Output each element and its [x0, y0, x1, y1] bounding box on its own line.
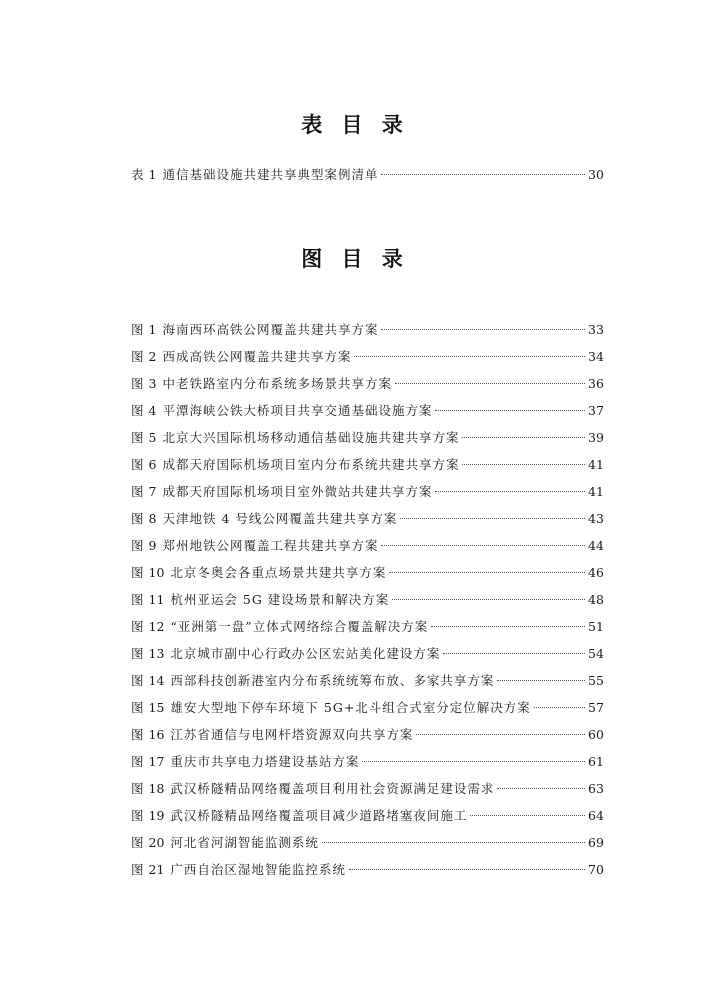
figure-entry-prefix: 图 [131, 511, 145, 526]
table-entry-page-number: 30 [588, 167, 604, 182]
figure-entry-prefix: 图 [131, 700, 145, 715]
figure-entry-number: 5 [148, 430, 157, 445]
figure-entry-page-number: 41 [588, 457, 604, 472]
figure-entry-number: 6 [148, 457, 157, 472]
figure-toc-entry[interactable] [131, 856, 602, 883]
figure-toc-entry[interactable] [131, 640, 602, 667]
figure-entry-page-number: 70 [588, 862, 604, 877]
figure-entry-label [131, 397, 162, 424]
figure-entry-title: 西成高铁公网覆盖共建共享方案 [162, 349, 352, 364]
figures-toc-list [131, 316, 602, 883]
figure-entry-page-number: 57 [588, 700, 604, 715]
figure-entry-title: 北京冬奥会各重点场景共建共享方案 [170, 565, 387, 580]
tables-toc-title: 表 目 录 [301, 113, 409, 137]
figure-entry-prefix: 图 [131, 565, 145, 580]
figure-toc-entry[interactable] [131, 802, 602, 829]
figure-entry-prefix: 图 [131, 862, 145, 877]
figure-entry-page-number: 33 [588, 322, 604, 337]
figure-entry-leader-dots [400, 518, 585, 519]
figure-entry-page-number: 43 [588, 511, 604, 526]
figure-entry-number: 20 [148, 835, 165, 850]
figure-entry-page-number: 51 [588, 619, 604, 634]
figure-entry-label [131, 343, 162, 370]
figure-entry-prefix: 图 [131, 754, 145, 769]
figure-entry-prefix: 图 [131, 538, 145, 553]
figure-entry-label [131, 613, 170, 640]
figure-entry-number: 18 [148, 781, 165, 796]
figure-toc-entry[interactable] [131, 451, 602, 478]
figure-entry-page-number: 34 [588, 349, 604, 364]
figure-entry-number: 19 [148, 808, 165, 823]
figure-entry-number: 8 [148, 511, 157, 526]
figure-toc-entry[interactable] [131, 316, 602, 343]
figure-entry-number: 7 [148, 484, 157, 499]
figure-entry-leader-dots [443, 653, 585, 654]
table-entry-number: 1 [148, 167, 157, 182]
figure-entry-label [131, 586, 170, 613]
figure-entry-label [131, 694, 170, 721]
figure-toc-entry[interactable] [131, 721, 602, 748]
figure-entry-prefix: 图 [131, 457, 145, 472]
figure-entry-prefix: 图 [131, 646, 145, 661]
figure-entry-label [131, 640, 170, 667]
figure-entry-prefix: 图 [131, 835, 145, 850]
figure-entry-leader-dots [497, 788, 585, 789]
figure-entry-number: 13 [148, 646, 165, 661]
figure-entry-label [131, 802, 170, 829]
figure-entry-leader-dots [416, 734, 585, 735]
figure-entry-title: 中老铁路室内分布系统多场景共享方案 [162, 376, 392, 391]
figure-toc-entry[interactable] [131, 667, 602, 694]
figure-entry-title: 江苏省通信与电网杆塔资源双向共享方案 [170, 727, 414, 742]
figures-toc-title: 图 目 录 [301, 247, 409, 271]
figure-entry-label [131, 721, 170, 748]
figure-toc-entry[interactable] [131, 532, 602, 559]
figure-entry-label [131, 667, 170, 694]
figure-entry-leader-dots [431, 626, 585, 627]
figure-toc-entry[interactable] [131, 424, 602, 451]
figure-entry-label [131, 505, 162, 532]
figure-entry-prefix: 图 [131, 430, 145, 445]
figure-entry-page-number: 44 [588, 538, 604, 553]
figure-entry-title: 广西自治区湿地智能监控系统 [170, 862, 346, 877]
figure-toc-entry[interactable] [131, 478, 602, 505]
figure-entry-title: 武汉桥隧精品网络覆盖项目利用社会资源满足建设需求 [170, 781, 495, 796]
figure-entry-page-number: 39 [588, 430, 604, 445]
figure-entry-label [131, 856, 170, 883]
figure-entry-leader-dots [322, 842, 585, 843]
figure-entry-title: 郑州地铁公网覆盖工程共建共享方案 [162, 538, 379, 553]
figure-entry-title: 北京城市副中心行政办公区宏站美化建设方案 [170, 646, 441, 661]
figure-toc-entry[interactable] [131, 748, 602, 775]
figure-entry-number: 9 [148, 538, 157, 553]
figure-entry-number: 3 [148, 376, 157, 391]
figure-entry-leader-dots [392, 599, 585, 600]
figure-entry-title: 天津地铁 4 号线公网覆盖共建共享方案 [162, 511, 398, 526]
tables-toc-list [131, 161, 602, 188]
figure-entry-leader-dots [497, 680, 585, 681]
figure-entry-title: 重庆市共享电力塔建设基站方案 [170, 754, 360, 769]
figure-entry-label [131, 532, 162, 559]
figure-entry-prefix: 图 [131, 376, 145, 391]
figure-entry-prefix: 图 [131, 349, 145, 364]
figure-entry-label [131, 559, 170, 586]
figure-entry-label [131, 424, 162, 451]
figure-entry-label [131, 748, 170, 775]
figure-toc-entry[interactable] [131, 775, 602, 802]
table-entry-leader-dots [381, 174, 585, 175]
figure-entry-leader-dots [435, 491, 585, 492]
table-entry-prefix: 表 [131, 167, 145, 182]
table-entry-title: 通信基础设施共建共享典型案例清单 [162, 167, 379, 182]
figure-entry-prefix: 图 [131, 322, 145, 337]
figure-entry-number: 16 [148, 727, 165, 742]
figure-entry-leader-dots [389, 572, 585, 573]
figure-entry-label [131, 829, 170, 856]
figure-entry-prefix: 图 [131, 808, 145, 823]
figure-entry-leader-dots [395, 383, 585, 384]
figure-entry-label [131, 478, 162, 505]
figure-entry-page-number: 63 [588, 781, 604, 796]
figure-entry-label [131, 451, 162, 478]
figure-entry-page-number: 64 [588, 808, 604, 823]
figure-entry-title: 北京大兴国际机场移动通信基础设施共建共享方案 [162, 430, 460, 445]
figure-entry-label [131, 775, 170, 802]
figure-entry-title: 西部科技创新港室内分布系统统筹布放、多家共享方案 [170, 673, 495, 688]
figure-entry-prefix: 图 [131, 592, 145, 607]
figure-entry-page-number: 36 [588, 376, 604, 391]
table-toc-entry[interactable] [131, 161, 602, 188]
figure-entry-page-number: 61 [588, 754, 604, 769]
figure-entry-page-number: 55 [588, 673, 604, 688]
figure-entry-title: 海南西环高铁公网覆盖共建共享方案 [162, 322, 379, 337]
figure-entry-leader-dots [381, 545, 585, 546]
figure-entry-title: “亚洲第一盘”立体式网络综合覆盖解决方案 [170, 619, 429, 634]
figure-toc-entry[interactable] [131, 613, 602, 640]
figure-entry-number: 10 [148, 565, 165, 580]
figure-entry-number: 15 [148, 700, 165, 715]
figure-toc-entry[interactable] [131, 559, 602, 586]
figure-entry-number: 4 [148, 403, 157, 418]
figure-entry-title: 成都天府国际机场项目室内分布系统共建共享方案 [162, 457, 460, 472]
figure-entry-page-number: 48 [588, 592, 604, 607]
figure-entry-label [131, 316, 162, 343]
figure-entry-leader-dots [435, 410, 585, 411]
figure-entry-page-number: 41 [588, 484, 604, 499]
figure-toc-entry[interactable] [131, 829, 602, 856]
figure-entry-leader-dots [470, 815, 585, 816]
figure-toc-entry[interactable] [131, 505, 602, 532]
figure-toc-entry[interactable] [131, 370, 602, 397]
figure-entry-leader-dots [381, 329, 585, 330]
table-entry-label [131, 161, 162, 188]
figure-entry-page-number: 60 [588, 727, 604, 742]
figure-entry-leader-dots [354, 356, 585, 357]
figure-entry-title: 武汉桥隧精品网络覆盖项目减少道路堵塞夜间施工 [170, 808, 468, 823]
figure-entry-prefix: 图 [131, 619, 145, 634]
figure-entry-page-number: 69 [588, 835, 604, 850]
figure-entry-leader-dots [462, 437, 585, 438]
figure-entry-label [131, 370, 162, 397]
figure-entry-number: 21 [148, 862, 165, 877]
figure-entry-leader-dots [349, 869, 585, 870]
figure-entry-number: 12 [148, 619, 165, 634]
figure-entry-prefix: 图 [131, 403, 145, 418]
figure-toc-entry[interactable] [131, 586, 602, 613]
figure-entry-prefix: 图 [131, 727, 145, 742]
figure-entry-prefix: 图 [131, 781, 145, 796]
figure-entry-leader-dots [534, 707, 585, 708]
figure-toc-entry[interactable] [131, 343, 602, 370]
figure-entry-leader-dots [362, 761, 585, 762]
figure-toc-entry[interactable] [131, 694, 602, 721]
figure-entry-prefix: 图 [131, 484, 145, 499]
figure-entry-title: 成都天府国际机场项目室外微站共建共享方案 [162, 484, 433, 499]
figure-entry-title: 平潭海峡公铁大桥项目共享交通基础设施方案 [162, 403, 433, 418]
figure-entry-number: 17 [148, 754, 165, 769]
figure-entry-page-number: 46 [588, 565, 604, 580]
figure-entry-title: 河北省河湖智能监测系统 [170, 835, 319, 850]
figure-entry-number: 11 [148, 592, 165, 607]
figure-entry-number: 1 [148, 322, 157, 337]
figure-entry-number: 2 [148, 349, 157, 364]
figure-entry-page-number: 54 [588, 646, 604, 661]
figure-entry-number: 14 [148, 673, 165, 688]
figure-entry-title: 杭州亚运会 5G 建设场景和解决方案 [170, 592, 390, 607]
figure-entry-prefix: 图 [131, 673, 145, 688]
figure-entry-page-number: 37 [588, 403, 604, 418]
figure-entry-leader-dots [462, 464, 585, 465]
figure-toc-entry[interactable] [131, 397, 602, 424]
figure-entry-title: 雄安大型地下停车环境下 5G+北斗组合式室分定位解决方案 [170, 700, 531, 715]
